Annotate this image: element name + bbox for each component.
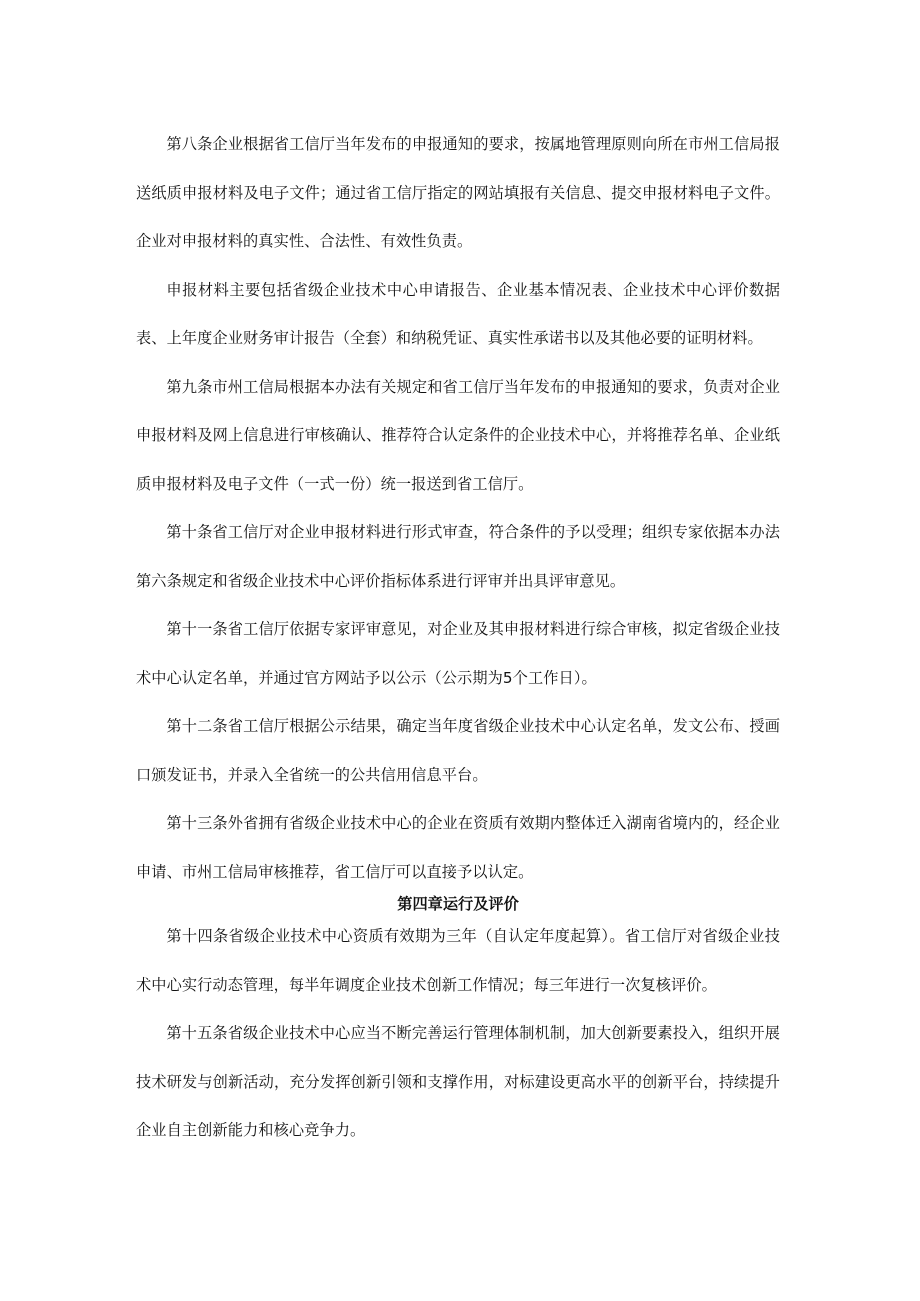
application-materials-paragraph: 申报材料主要包括省级企业技术中心申请报告、企业基本情况表、企业技术中心评价数据表、上年度企业财务审计报告（全套）和纳税凭证、真实性承诺书以及其他必要的证明材料。 xyxy=(136,280,780,347)
article-12-paragraph: 第十二条省工信厅根据公示结果，确定当年度省级企业技术中心认定名单，发文公布、授画口颁发证书，并录入全省统一的公共信用信息平台。 xyxy=(136,717,780,784)
article-11-paragraph: 第十一条省工信厅依据专家评审意见，对企业及其申报材料进行综合审核，拟定省级企业技术中心认定名单，并通过官方网站予以公示（公示期为5个工作日）。 xyxy=(136,620,780,687)
article-14-paragraph: 第十四条省级企业技术中心资质有效期为三年（自认定年度起算）。省工信厅对省级企业技术中心实行动态管理，每半年调度企业技术创新工作情况；每三年进行一次复核评价。 xyxy=(136,927,780,994)
article-9-paragraph: 第九条市州工信局根据本办法有关规定和省工信厅当年发布的申报通知的要求，负责对企业申报材料及网上信息进行审核确认、推荐符合认定条件的企业技术中心，并将推荐名单、企业纸质申报材料及电子文件（一式一份）统一报送到省工信厅。 xyxy=(136,377,780,493)
article-10-paragraph: 第十条省工信厅对企业申报材料进行形式审查，符合条件的予以受理；组织专家依据本办法第六条规定和省级企业技术中心评价指标体系进行评审并出具评审意见。 xyxy=(136,523,780,590)
article-15-paragraph: 第十五条省级企业技术中心应当不断完善运行管理体制机制，加大创新要素投入，组织开展技术研发与创新活动，充分发挥创新引领和支撑作用，对标建设更高水平的创新平台，持续提升企业自主创新能力和核心竞争力。 xyxy=(136,1024,780,1139)
article-13-paragraph: 第十三条外省拥有省级企业技术中心的企业在资质有效期内整体迁入湖南省境内的，经企业申请、市州工信局审核推荐，省工信厅可以直接予以认定。 xyxy=(136,814,780,881)
chapter-4-heading: 第四章运行及评价 xyxy=(397,895,519,913)
article-8-paragraph: 第八条企业根据省工信厅当年发布的申报通知的要求，按属地管理原则向所在市州工信局报送纸质申报材料及电子文件；通过省工信厅指定的网站填报有关信息、提交申报材料电子文件。企业对申报材料的真实性、合法性、有效性负责。 xyxy=(136,135,780,250)
document-body xyxy=(136,120,780,1155)
